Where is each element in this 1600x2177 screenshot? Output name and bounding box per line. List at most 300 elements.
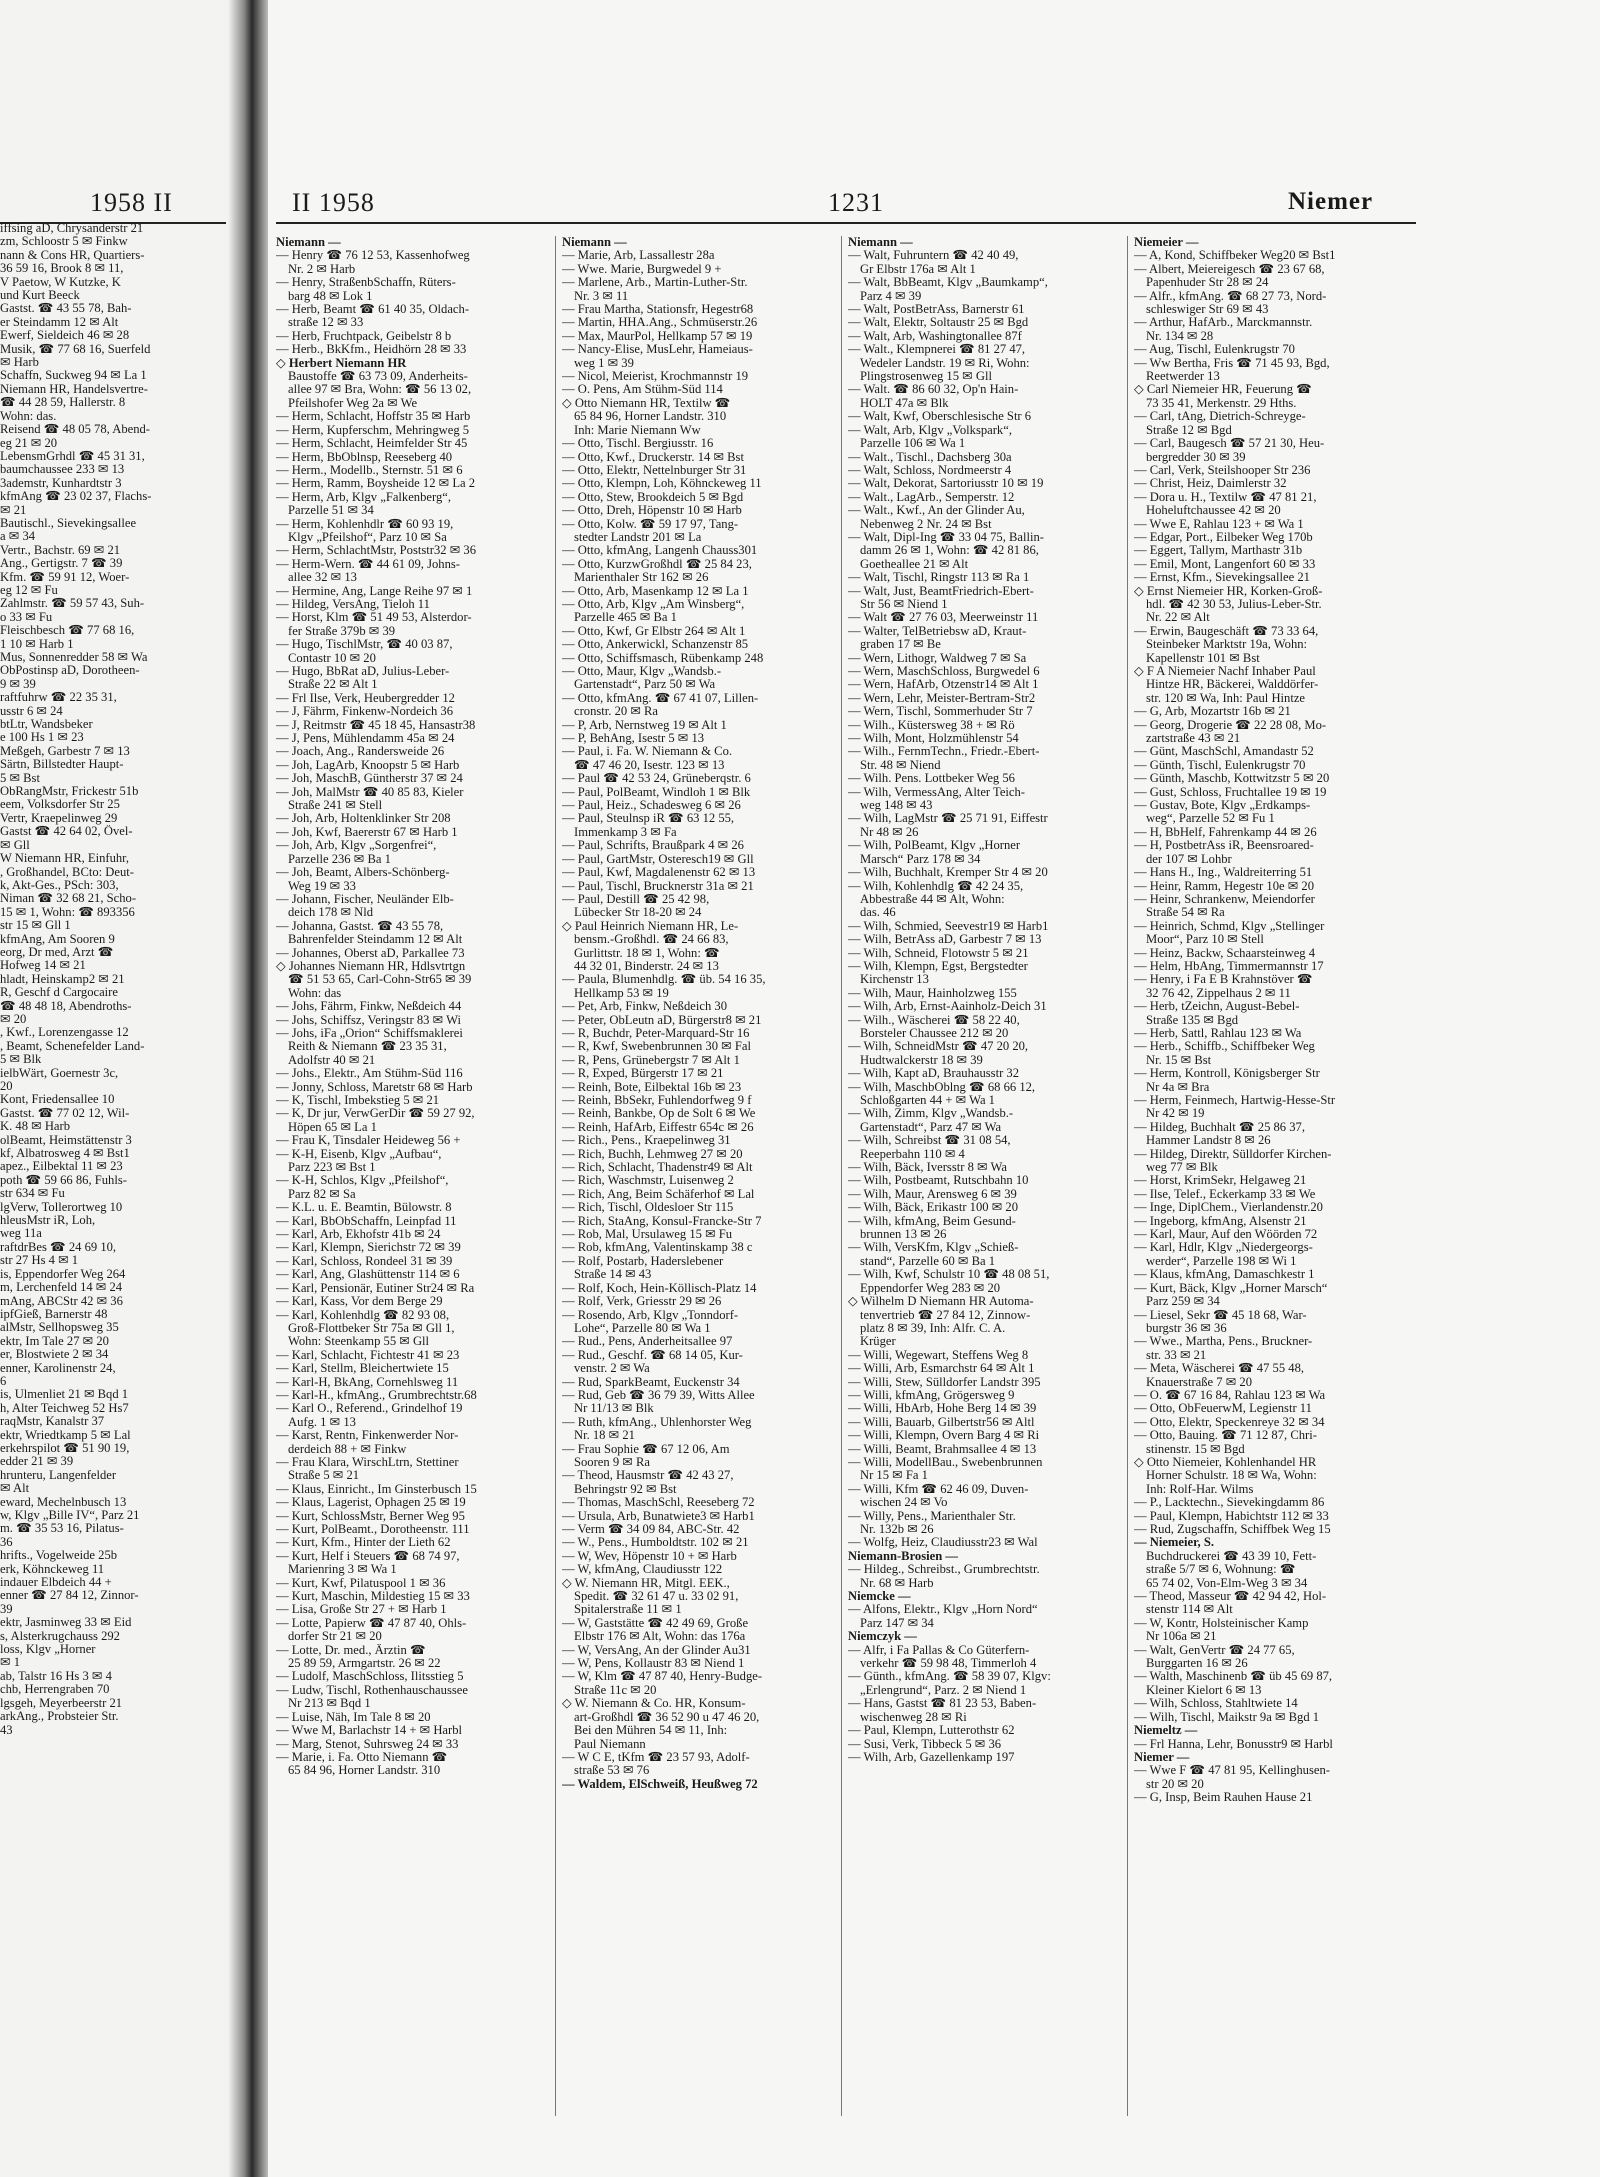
directory-entry-line: — Otto, Kwf., Druckerstr. 14 ✉ Bst bbox=[562, 450, 744, 464]
directory-entry-line: ✉ 20 bbox=[0, 1012, 27, 1026]
directory-entry-line: Marienthaler Str 162 ✉ 26 bbox=[574, 571, 709, 585]
directory-entry-line: Wohn: das. bbox=[0, 409, 57, 423]
directory-entry-line: erkehrspilot ☎ 51 90 19, bbox=[0, 1441, 130, 1455]
directory-entry-line: ☎ 44 28 59, Hallerstr. 8 bbox=[0, 396, 126, 410]
directory-entry-line: — Willy, Pens., Marienthaler Str. bbox=[848, 1509, 1016, 1523]
directory-entry-line: ☎ 47 46 20, Isestr. 123 ✉ 13 bbox=[574, 758, 725, 772]
directory-entry-line: — Klaus, Lagerist, Ophagen 25 ✉ 19 bbox=[276, 1496, 466, 1510]
directory-entry-line: — Walt, Arb, Washingtonallee 87f bbox=[848, 329, 1022, 343]
directory-entry-line: — Rud., Geschf. ☎ 68 14 05, Kur- bbox=[562, 1348, 743, 1362]
directory-entry-line: — Willi, Arb, Esmarchstr 64 ✉ Alt 1 bbox=[848, 1362, 1035, 1376]
directory-entry-line: — Paul, Schrifts, Braußpark 4 ✉ 26 bbox=[562, 839, 744, 853]
directory-entry-line: — J, Pens, Mühlendamm 45a ✉ 24 bbox=[276, 732, 455, 746]
directory-entry-line: Spitalerstraße 11 ✉ 1 bbox=[574, 1603, 682, 1617]
directory-entry-line: weg 1 ✉ 39 bbox=[574, 356, 634, 370]
directory-entry-line: — Wilh, Tischl, Maikstr 9a ✉ Bgd 1 bbox=[1134, 1710, 1320, 1724]
directory-entry-line: — Rud., Pens, Anderheitsallee 97 bbox=[562, 1335, 733, 1349]
page-number: 1231 bbox=[828, 188, 884, 217]
directory-entry-line: Nr 15 ✉ Fa 1 bbox=[860, 1469, 928, 1483]
directory-entry-line: — Wern, HafArb, Otzenstr14 ✉ Alt 1 bbox=[848, 678, 1039, 692]
directory-entry-line: Straße 54 ✉ Ra bbox=[1146, 906, 1225, 920]
directory-entry-line: — Wern, Lehr, Meister-Bertram-Str2 bbox=[848, 691, 1036, 705]
directory-entry-line: Parzelle 236 ✉ Ba 1 bbox=[288, 852, 391, 866]
directory-entry-line: — Ruth, kfmAng., Uhlenhorster Weg bbox=[562, 1415, 752, 1429]
directory-entry-line: — Erwin, Baugeschäft ☎ 73 33 64, bbox=[1134, 624, 1319, 638]
directory-entry-line: ◇ F A Niemeier Nachf Inhaber Paul bbox=[1134, 665, 1316, 678]
right-page-header-left: II 1958 bbox=[292, 188, 375, 217]
directory-entry-line: Bei den Mühren 54 ✉ 11, Inh: bbox=[574, 1724, 728, 1738]
directory-entry-line: — Paul, Klempn, Habichtstr 112 ✉ 33 bbox=[1134, 1509, 1329, 1523]
directory-entry-line: — Walt, Tischl, Ringstr 113 ✉ Ra 1 bbox=[848, 571, 1030, 585]
directory-entry-line: apez., Eilbektal 11 ✉ 23 bbox=[0, 1160, 123, 1174]
directory-entry-line: is, Ulmenliet 21 ✉ Bqd 1 bbox=[0, 1388, 129, 1402]
directory-entry-line: LebensmGrhdl ☎ 45 31 31, bbox=[0, 449, 145, 463]
directory-entry-line: — Marg, Stenot, Suhrsweg 24 ✉ 33 bbox=[276, 1737, 459, 1751]
directory-entry-line: Nr. 18 ✉ 21 bbox=[574, 1429, 635, 1443]
directory-entry-line: edder 21 ✉ 39 bbox=[0, 1455, 74, 1469]
directory-entry-line: stand“, Parzelle 60 ✉ Ba 1 bbox=[860, 1254, 996, 1268]
directory-entry-line: — Edgar, Port., Eilbeker Weg 170b bbox=[1134, 530, 1313, 544]
directory-entry-line: — Otto, Stew, Brookdeich 5 ✉ Bgd bbox=[562, 490, 744, 504]
directory-entry-line: — Paul, i. Fa. W. Niemann & Co. bbox=[562, 745, 733, 759]
directory-entry-line: m, Lerchenfeld 14 ✉ 24 bbox=[0, 1281, 123, 1295]
directory-entry-line: ◇ Johannes Niemann HR, Hdlsvtrtgn bbox=[276, 959, 466, 973]
directory-entry-line: Nr 42 ✉ 19 bbox=[1146, 1107, 1205, 1121]
directory-entry-line: — Henry, i Fa E B Krahnstöver ☎ bbox=[1134, 973, 1313, 987]
directory-entry-line: Groß-Flottbeker Str 75a ✉ Gll 1, bbox=[288, 1321, 455, 1335]
directory-entry-line: Kfm. ☎ 59 91 12, Woer- bbox=[0, 570, 130, 584]
directory-entry-line: Straße 14 ✉ 43 bbox=[574, 1268, 652, 1282]
directory-entry-line: Marsch“ Parz 178 ✉ 34 bbox=[860, 852, 981, 866]
directory-entry-line: str 27 Hs 4 ✉ 1 bbox=[0, 1254, 79, 1268]
directory-entry-line: der 107 ✉ Lohbr bbox=[1146, 852, 1232, 866]
directory-entry-line: raftfuhrw ☎ 22 35 31, bbox=[0, 691, 117, 705]
directory-entry-line: — Frau Martha, Stationsfr, Hegestr68 bbox=[562, 303, 754, 317]
directory-entry-line: ✉ Gll bbox=[0, 838, 30, 852]
directory-entry-line: hleusMstr iR, Loh, bbox=[0, 1214, 96, 1228]
directory-entry-line: 5 ✉ Bst bbox=[0, 771, 40, 785]
directory-entry-line: Gartenstadt“, Parz 50 ✉ Wa bbox=[574, 678, 716, 692]
directory-entry-line: — Ludolf, MaschSchloss, Ilitsstieg 5 bbox=[276, 1670, 464, 1684]
directory-entry-line: — Paul, Tischl, Brucknerstr 31a ✉ 21 bbox=[562, 879, 754, 893]
directory-entry-line: str 15 ✉ Gll 1 bbox=[0, 919, 71, 933]
directory-entry-line: zartstraße 43 ✉ 21 bbox=[1146, 732, 1241, 746]
directory-entry-line: — Wilh, Kapt aD, Brauhausstr 32 bbox=[848, 1067, 1019, 1081]
directory-entry-line: — Karl, Maur, Auf den Wöörden 72 bbox=[1134, 1228, 1318, 1242]
directory-entry-line: — Herm-Wern. ☎ 44 61 09, Johns- bbox=[276, 557, 460, 571]
directory-entry-line: — Albert, Meiereigesch ☎ 23 67 68, bbox=[1134, 262, 1325, 276]
directory-entry-line: — Kurt, Bäck, Klgv „Horner Marsch“ bbox=[1134, 1281, 1328, 1295]
directory-entry-line: verkehr ☎ 59 98 48, Timmerloh 4 bbox=[860, 1657, 1037, 1671]
directory-entry-line: — Willi, Bauarb, Gilbertstr56 ✉ Altl bbox=[848, 1415, 1035, 1429]
directory-entry-line: — Ursula, Arb, Bunatwiete3 ✉ Harb1 bbox=[562, 1509, 755, 1523]
directory-entry-line: — Reinh, HafArb, Eiffestr 654c ✉ 26 bbox=[562, 1120, 754, 1134]
directory-entry-line: ab, Talstr 16 Hs 3 ✉ 4 bbox=[0, 1669, 112, 1683]
directory-entry-line: — Johs, Schiffsz, Veringstr 83 ✉ Wi bbox=[276, 1013, 461, 1027]
directory-entry-line: Lübecker Str 18-20 ✉ 24 bbox=[574, 906, 702, 920]
directory-entry-line: — Reinh, Bote, Eilbektal 16b ✉ 23 bbox=[562, 1080, 742, 1094]
directory-entry-line: Fleischbesch ☎ 77 68 16, bbox=[0, 624, 135, 638]
directory-entry-line: ✉ Harb bbox=[0, 356, 39, 370]
directory-entry-line: — W, Kontr, Holsteinischer Kamp bbox=[1134, 1616, 1309, 1630]
directory-entry-line: — Herb, tZeichn, August-Bebel- bbox=[1134, 1000, 1300, 1014]
directory-entry-line: ◇ W. Niemann HR, Mitgl. EEK., bbox=[562, 1576, 730, 1590]
directory-entry-line: — Wilh, VersKfm, Klgv „Schieß- bbox=[848, 1241, 1019, 1255]
directory-entry-line: — Herm, Schlacht, Heimfelder Str 45 bbox=[276, 437, 468, 451]
directory-entry-line: Plingstrosenweg 15 ✉ Gll bbox=[860, 370, 992, 384]
directory-entry-line: 5 ✉ Blk bbox=[0, 1053, 42, 1067]
directory-entry-line: — Rich, Schlacht, Thadenstr49 ✉ Alt bbox=[562, 1161, 753, 1175]
directory-entry-line: Nr 106a ✉ 21 bbox=[1146, 1630, 1217, 1644]
directory-entry-line: — Wilh., FernmTechn., Friedr.-Ebert- bbox=[848, 745, 1040, 759]
directory-entry-line: — Hugo, TischlMstr, ☎ 40 03 87, bbox=[276, 638, 453, 652]
directory-entry-line: straße 5/7 ✉ 6, Wohnung: ☎ bbox=[1146, 1563, 1296, 1577]
directory-entry-line: — W C E, tKfm ☎ 23 57 93, Adolf- bbox=[562, 1750, 750, 1764]
directory-entry-line: eg 12 ✉ Fu bbox=[0, 583, 58, 597]
directory-entry-line: — Karl, Pensionär, Eutiner Str24 ✉ Ra bbox=[276, 1281, 475, 1295]
directory-entry-line: — Karl, Kass, Vor dem Berge 29 bbox=[276, 1295, 443, 1309]
directory-entry-line: — Joh, MalMstr ☎ 40 85 83, Kieler bbox=[276, 785, 464, 799]
directory-entry-line: Abbestraße 44 ✉ Alt, Wohn: bbox=[860, 892, 1005, 906]
directory-entry-line: ✉ Alt bbox=[0, 1482, 30, 1496]
directory-column-3 bbox=[848, 236, 1120, 1764]
directory-entry-line: — Wilh, SchneidMstr ☎ 47 20 20, bbox=[848, 1040, 1029, 1054]
directory-entry-line: bensm.-Großhdl. ☎ 24 66 83, bbox=[574, 933, 729, 947]
directory-entry-line: Baustoffe ☎ 63 73 09, Anderheits- bbox=[288, 370, 468, 384]
directory-entry-line: — Eggert, Tallym, Marthastr 31b bbox=[1134, 544, 1303, 558]
directory-entry-line: — Johann, Fischer, Neuländer Elb- bbox=[276, 892, 454, 906]
directory-entry-line: Vertr., Bachstr. 69 ✉ 21 bbox=[0, 543, 121, 557]
directory-entry-line: — Helm, HbAng, Timmermannstr 17 bbox=[1134, 959, 1324, 973]
directory-entry-line: Immenkamp 3 ✉ Fa bbox=[574, 825, 677, 839]
directory-entry-line: — P., Lacktechn., Sievekingdamm 86 bbox=[1134, 1496, 1325, 1510]
directory-entry-line: — W, VersAng, An der Glinder Au31 bbox=[562, 1643, 751, 1657]
directory-entry-line: — Walt. ☎ 86 60 32, Op'n Hain- bbox=[848, 383, 1019, 397]
directory-entry-line: — Herm, Kontroll, Königsberger Str bbox=[1134, 1067, 1320, 1081]
directory-entry-line: ektr, Wriedtkamp 5 ✉ Lal bbox=[0, 1428, 131, 1442]
directory-entry-line: Paul Niemann bbox=[574, 1737, 646, 1751]
directory-entry-line: — K, Dr jur, VerwGerDir ☎ 59 27 92, bbox=[276, 1107, 475, 1121]
directory-entry-line: weg 77 ✉ Blk bbox=[1146, 1161, 1218, 1175]
directory-entry-line: Hellkamp 53 ✉ 19 bbox=[574, 986, 669, 1000]
directory-entry-heading: Niemer — bbox=[1134, 1750, 1190, 1764]
directory-entry-line: Wohn: Steenkamp 55 ✉ Gll bbox=[288, 1335, 430, 1349]
directory-entry-line: Niemann HR, Handelsvertre- bbox=[0, 382, 148, 396]
directory-entry-line: — Marie, Arb, Lassallestr 28a bbox=[562, 249, 715, 263]
directory-entry-line: — Herm, Arb, Klgv „Falkenberg“, bbox=[276, 490, 451, 504]
directory-entry-line: — Rich, Tischl, Oldesloer Str 115 bbox=[562, 1201, 734, 1215]
directory-entry-line: — K-H, Schlos, Klgv „Pfeilshof“, bbox=[276, 1174, 449, 1188]
directory-entry-line: eg 21 ✉ 20 bbox=[0, 436, 58, 450]
directory-entry-line: schleswiger Str 69 ✉ 43 bbox=[1146, 303, 1269, 317]
directory-entry-line: 36 bbox=[0, 1535, 13, 1549]
directory-entry-line: — A, Kond, Schiffbeker Weg20 ✉ Bst1 bbox=[1134, 249, 1336, 263]
directory-entry-line: — Willi, Wegewart, Steffens Weg 8 bbox=[848, 1348, 1029, 1362]
directory-entry-line: Höpen 65 ✉ La 1 bbox=[288, 1120, 377, 1134]
directory-entry-line: Pfeilshofer Weg 2a ✉ We bbox=[288, 396, 418, 410]
directory-entry-line: — Walt, Elektr, Soltaustr 25 ✉ Bgd bbox=[848, 316, 1029, 330]
directory-entry-line: alMstr, Sellhopsweg 35 bbox=[0, 1321, 119, 1335]
directory-entry-line: usstr 6 ✉ 24 bbox=[0, 704, 63, 718]
directory-entry-line: hdl. ☎ 42 30 53, Julius-Leber-Str. bbox=[1146, 597, 1322, 611]
directory-entry-line: — Walt, BbBeamt, Klgv „Baumkamp“, bbox=[848, 276, 1048, 290]
directory-entry-line: — Otto, Dreh, Höpenstr 10 ✉ Harb bbox=[562, 504, 742, 518]
directory-entry-line: is, Eppendorfer Weg 264 bbox=[0, 1267, 126, 1281]
directory-entry-line: — Herm, Ramm, Boysheide 12 ✉ La 2 bbox=[276, 477, 476, 491]
directory-entry-line: — Wilh. Pens. Lottbeker Weg 56 bbox=[848, 772, 1015, 786]
directory-entry-line: 65 84 96, Horner Landstr. 310 bbox=[574, 410, 727, 424]
directory-entry-line: — Carl, Baugesch ☎ 57 21 30, Heu- bbox=[1134, 437, 1325, 451]
directory-entry-line: — Joh, Arb, Klgv „Sorgenfrei“, bbox=[276, 839, 437, 853]
directory-entry-line: — Inge, DiplChem., Vierlandenstr.20 bbox=[1134, 1201, 1323, 1215]
directory-entry-line: damm 26 ✉ 1, Wohn: ☎ 42 81 86, bbox=[860, 544, 1039, 558]
directory-entry-line: — Klaus, kfmAng, Damaschkestr 1 bbox=[1134, 1268, 1315, 1282]
directory-entry-line: Parz 147 ✉ 34 bbox=[860, 1616, 934, 1630]
directory-entry-line: — Horst, Klm ☎ 51 49 53, Alsterdor- bbox=[276, 611, 472, 625]
directory-entry-line: — Carl, tAng, Dietrich-Schreyge- bbox=[1134, 410, 1306, 424]
directory-entry-line: — Herb, Sattl, Rahlau 123 ✉ Wa bbox=[1134, 1026, 1302, 1040]
directory-entry-line: — Walt ☎ 27 76 03, Meerweinstr 11 bbox=[848, 611, 1039, 625]
directory-entry-line: Straße 11c ✉ 20 bbox=[574, 1683, 657, 1697]
directory-entry-line: — Walt, Arb, Klgv „Volkspark“, bbox=[848, 423, 1012, 437]
directory-entry-line: zm, Schloostr 5 ✉ Finkw bbox=[0, 235, 128, 249]
directory-entry-line: 1 10 ✉ Harb 1 bbox=[0, 637, 74, 651]
directory-entry-line: — Martin, HHA.Ang., Schmüserstr.26 bbox=[562, 316, 758, 330]
directory-entry-line: — Karl-H, BkAng, Cornehlsweg 11 bbox=[276, 1375, 459, 1389]
directory-entry-line: — Walt, Dekorat, Sartoriusstr 10 ✉ 19 bbox=[848, 477, 1044, 491]
directory-entry-line: Parzelle 465 ✉ Ba 1 bbox=[574, 611, 677, 625]
directory-entry-line: — Verm ☎ 34 09 84, ABC-Str. 42 bbox=[562, 1523, 740, 1536]
directory-entry-line: 65 84 96, Horner Landstr. 310 bbox=[288, 1764, 441, 1778]
directory-entry-line: — Frau K, Tinsdaler Heideweg 56 + bbox=[276, 1134, 461, 1148]
directory-entry-line: Ewerf, Sieldeich 46 ✉ 28 bbox=[0, 329, 130, 343]
directory-entry-line: — Rich, StaAng, Konsul-Francke-Str 7 bbox=[562, 1214, 762, 1228]
directory-entry-line: — K-H, Eisenb, Klgv „Aufbau“, bbox=[276, 1147, 442, 1161]
directory-entry-line: Inh: Marie Niemann Ww bbox=[574, 423, 701, 437]
directory-entry-line: Mus, Sonnenredder 58 ✉ Wa bbox=[0, 651, 148, 664]
directory-entry-line: eem, Volksdorfer Str 25 bbox=[0, 798, 120, 812]
directory-entry-line: Spedit. ☎ 32 61 47 u. 33 02 91, bbox=[574, 1590, 739, 1604]
directory-entry-heading: Niemeltz — bbox=[1134, 1724, 1198, 1738]
directory-entry-line: — Wilh, Kohlenhdlg ☎ 42 24 35, bbox=[848, 879, 1024, 893]
directory-entry-line: arkAng., Probsteier Str. bbox=[0, 1710, 119, 1724]
directory-entry-line: Gastst. ☎ 77 02 12, Wil- bbox=[0, 1106, 130, 1120]
directory-entry-line: — Kurt, PolBeamt., Dorotheenstr. 111 bbox=[276, 1523, 470, 1536]
directory-entry-line: — Rolf, Koch, Hein-Köllisch-Platz 14 bbox=[562, 1281, 757, 1295]
directory-entry-line: — Luise, Näh, Im Tale 8 ✉ 20 bbox=[276, 1710, 431, 1724]
directory-entry-line: venstr. 2 ✉ Wa bbox=[574, 1362, 650, 1376]
directory-entry-line: — Willi, Klempn, Overn Barg 4 ✉ Ri bbox=[848, 1429, 1040, 1443]
directory-entry-line: — Heinz, Backw, Schaarsteinweg 4 bbox=[1134, 946, 1316, 960]
directory-entry-line: — Gust, Schloss, Fruchtallee 19 ✉ 19 bbox=[1134, 785, 1327, 799]
directory-entry-line: — Paul, Steulnsp iR ☎ 63 12 55, bbox=[562, 812, 735, 826]
directory-entry-line: Nr. 3 ✉ 11 bbox=[574, 289, 629, 303]
directory-entry-line: erk, Köhnckeweg 11 bbox=[0, 1562, 105, 1576]
directory-entry-line: — K, Tischl, Imbekstieg 5 ✉ 21 bbox=[276, 1094, 440, 1107]
directory-entry-line: — Heinr, Schrankenw, Meiendorfer bbox=[1134, 892, 1315, 906]
directory-entry-line: — Gustav, Bote, Klgv „Erdkamps- bbox=[1134, 799, 1311, 813]
directory-entry-line: ektr, Im Tale 27 ✉ 20 bbox=[0, 1334, 109, 1348]
directory-entry-line: Nr. 132b ✉ 26 bbox=[860, 1523, 934, 1536]
directory-entry-line: — Otto, Arb, Klgv „Am Winsberg“, bbox=[562, 597, 745, 611]
directory-entry-line: — G, Arb, Mozartstr 16b ✉ 21 bbox=[1134, 705, 1291, 719]
directory-entry-line: 9 ✉ 39 bbox=[0, 677, 36, 691]
directory-entry-line: — Susi, Verk, Tibbeck 5 ✉ 36 bbox=[848, 1737, 1002, 1751]
directory-entry-line: — Wilh, BetrAss aD, Garbestr 7 ✉ 13 bbox=[848, 933, 1042, 947]
directory-entry-line: Sooren 9 ✉ Ra bbox=[574, 1455, 650, 1469]
directory-entry-line: Reisend ☎ 48 05 78, Abend- bbox=[0, 423, 151, 437]
directory-entry-line: — Lotte, Papierw ☎ 47 87 40, Ohls- bbox=[276, 1616, 467, 1630]
directory-entry-line: Steinbeker Marktstr 19a, Wohn: bbox=[1146, 638, 1308, 652]
directory-entry-line: Borsteler Chaussee 212 ✉ 20 bbox=[860, 1026, 1009, 1040]
directory-entry-line: — Karst, Rentn, Finkenwerder Nor- bbox=[276, 1429, 459, 1443]
directory-entry-line: derdeich 88 + ✉ Finkw bbox=[288, 1442, 407, 1456]
directory-entry-line: Meßgeh, Garbestr 7 ✉ 13 bbox=[0, 744, 130, 758]
directory-entry-line: loss, Klgv „Horner bbox=[0, 1643, 96, 1657]
directory-entry-line: Klgv „Pfeilshof“, Parz 10 ✉ Sa bbox=[288, 530, 447, 544]
directory-entry-line: — Wilh, Maur, Arensweg 6 ✉ 39 bbox=[848, 1187, 1017, 1201]
directory-entry-line: — Wilh, MaschbOblng ☎ 68 66 12, bbox=[848, 1080, 1036, 1094]
directory-entry-line: 44 32 01, Binderstr. 24 ✉ 13 bbox=[574, 959, 719, 973]
directory-entry-line: 15 ✉ 1, Wohn: ☎ 893356 bbox=[0, 905, 135, 919]
right-page bbox=[268, 0, 1600, 2177]
directory-entry-line: brunnen 13 ✉ 26 bbox=[860, 1228, 947, 1242]
directory-entry-line: — Wern, MaschSchloss, Burgwedel 6 bbox=[848, 665, 1040, 678]
directory-entry-line: — Reinh, Bankbe, Op de Solt 6 ✉ We bbox=[562, 1107, 756, 1121]
directory-entry-line: Marienring 3 ✉ Wa 1 bbox=[288, 1563, 397, 1577]
directory-entry-line: Kapellenstr 101 ✉ Bst bbox=[1146, 651, 1260, 665]
directory-entry-line: — Aug, Tischl, Eulenkrugstr 70 bbox=[1134, 343, 1295, 357]
directory-entry-line: — O. ☎ 67 16 84, Rahlau 123 ✉ Wa bbox=[1134, 1388, 1326, 1402]
directory-entry-line: — Walt., Kwf., An der Glinder Au, bbox=[848, 504, 1025, 518]
directory-entry-line: Reith & Niemann ☎ 23 35 31, bbox=[288, 1040, 447, 1054]
directory-entry-line: kf, Albatrosweg 4 ✉ Bst1 bbox=[0, 1147, 130, 1161]
directory-entry-line: raftdrBes ☎ 24 69 10, bbox=[0, 1240, 117, 1254]
directory-entry-line: — Otto, Tischl. Bergiusstr. 16 bbox=[562, 437, 714, 451]
directory-entry-line: tenvertrieb ☎ 27 84 12, Zinnow- bbox=[860, 1308, 1031, 1322]
directory-entry-line: Lohe“, Parzelle 80 ✉ Wa 1 bbox=[574, 1321, 711, 1335]
directory-entry-line: Gr Elbstr 176a ✉ Alt 1 bbox=[860, 262, 976, 276]
directory-entry-line: — W, Pens, Kollaustr 83 ✉ Niend 1 bbox=[562, 1657, 745, 1671]
directory-entry-line: Straße 135 ✉ Bgd bbox=[1146, 1013, 1239, 1027]
directory-entry-line: ◇ Otto Niemann HR, Textilw ☎ bbox=[562, 396, 731, 410]
directory-entry-line: 36 59 16, Brook 8 ✉ 11, bbox=[0, 262, 124, 276]
directory-entry-line: — Wwe M, Barlachstr 14 + ✉ Harbl bbox=[276, 1724, 462, 1738]
directory-entry-line: — Ludw, Tischl, Rothenhauschaussee bbox=[276, 1683, 468, 1697]
directory-entry-line: — Jonny, Schloss, Maretstr 68 ✉ Harb bbox=[276, 1080, 473, 1094]
directory-entry-line: — Günt, MaschSchl, Amandastr 52 bbox=[1134, 745, 1314, 759]
directory-entry-line: w, Klgv „Bille IV“, Parz 21 bbox=[0, 1509, 140, 1522]
column-divider bbox=[1127, 236, 1128, 2116]
directory-entry-line: — Otto, Maur, Klgv „Wandsb.- bbox=[562, 665, 722, 678]
left-page bbox=[0, 0, 228, 2177]
directory-entry-line: Gurlittstr. 18 ✉ 1, Wohn: ☎ bbox=[574, 946, 720, 960]
directory-entry-line: 3ademstr, Kunhardtstr 3 bbox=[0, 476, 122, 490]
directory-entry-line: — Wilh, Schloss, Stahltwiete 14 bbox=[1134, 1697, 1298, 1711]
directory-entry-line: — R, Exped, Bürgerstr 17 ✉ 21 bbox=[562, 1067, 724, 1081]
directory-entry-line: — Georg, Drogerie ☎ 22 28 08, Mo- bbox=[1134, 718, 1327, 732]
directory-entry-line: — Wilh., Wäscherei ☎ 58 22 40, bbox=[848, 1013, 1020, 1027]
directory-entry-line: — Rich, Ang, Beim Schäferhof ✉ Lal bbox=[562, 1187, 755, 1201]
directory-entry-line: er Steindamm 12 ✉ Alt bbox=[0, 315, 119, 329]
directory-entry-line: — Herm, Feinmech, Hartwig-Hesse-Str bbox=[1134, 1094, 1336, 1107]
directory-entry-line: — Walt, PostBetrAss, Barnerstr 61 bbox=[848, 303, 1025, 317]
directory-entry-line: 25 89 59, Armgartstr. 26 ✉ 22 bbox=[288, 1657, 441, 1671]
directory-entry-line: — Otto, ObFeuerwM, Legienstr 11 bbox=[1134, 1402, 1312, 1416]
directory-entry-heading: Niemann-Brosien — bbox=[848, 1549, 958, 1563]
directory-entry-line: ◇ Wilhelm D Niemann HR Automa- bbox=[848, 1295, 1034, 1309]
directory-entry-line: graben 17 ✉ Be bbox=[860, 638, 941, 652]
directory-entry-line: — Paul, Klempn, Lutterothstr 62 bbox=[848, 1724, 1015, 1738]
directory-entry-line: — W, Wev, Höpenstr 10 + ✉ Harb bbox=[562, 1549, 737, 1563]
directory-entry-line: kfmAng ☎ 23 02 37, Flachs- bbox=[0, 490, 152, 504]
directory-entry-line: — Otto, Klempn, Loh, Köhnckeweg 11 bbox=[562, 477, 762, 491]
directory-entry-line: — Walt, Fuhruntern ☎ 42 40 49, bbox=[848, 249, 1019, 263]
directory-entry-line: str. 33 ✉ 21 bbox=[1146, 1348, 1207, 1362]
directory-entry-line: — Karl, Ang, Glashüttenstr 114 ✉ 6 bbox=[276, 1268, 460, 1282]
directory-entry-line: , Kwf., Lorenzengasse 12 bbox=[0, 1026, 129, 1040]
directory-entry-line: straße 12 ✉ 33 bbox=[288, 316, 364, 330]
directory-entry-line: V Paetow, W Kutzke, K bbox=[0, 275, 121, 289]
directory-entry-line: — Theod, Hausmstr ☎ 42 43 27, bbox=[562, 1469, 734, 1483]
directory-entry-line: Kirchenstr 13 bbox=[860, 973, 929, 987]
directory-entry-line: — Alfr., kfmAng. ☎ 68 27 73, Nord- bbox=[1134, 289, 1327, 303]
directory-entry-line: Straße 5 ✉ 21 bbox=[288, 1469, 360, 1483]
book-gutter bbox=[228, 0, 268, 2177]
directory-entry-line: — Rob, kfmAng, Valentinskamp 38 c bbox=[562, 1241, 753, 1255]
directory-entry-line: eorg, Dr med, Arzt ☎ bbox=[0, 945, 114, 959]
directory-entry-line: — Herb, Fruchtpack, Geibelstr 8 b bbox=[276, 329, 452, 343]
directory-entry-line: — Paul, GartMstr, Osteresch19 ✉ Gll bbox=[562, 852, 754, 866]
directory-entry-line: — Karl, Schloss, Rondeel 31 ✉ 39 bbox=[276, 1254, 453, 1268]
directory-entry-line: — Joach, Ang., Randersweide 26 bbox=[276, 745, 445, 759]
directory-entry-line: 39 bbox=[0, 1602, 13, 1616]
directory-entry-line: art-Großhdl ☎ 36 52 90 u 47 46 20, bbox=[574, 1710, 760, 1724]
directory-entry-line: — Hans H., Ing., Waldreiterring 51 bbox=[1134, 866, 1313, 880]
directory-entry-line: er, Blostwiete 2 ✉ 34 bbox=[0, 1348, 109, 1362]
directory-entry-line: — Alfons, Elektr., Klgv „Horn Nord“ bbox=[848, 1603, 1038, 1617]
directory-entry-line: stenstr 114 ✉ Alt bbox=[1146, 1603, 1233, 1617]
directory-entry-line: Parz 259 ✉ 34 bbox=[1146, 1295, 1220, 1309]
directory-entry-line: — J, Reitmstr ☎ 45 18 45, Hansastr38 bbox=[276, 718, 476, 732]
directory-entry-line: — Paul ☎ 42 53 24, Grüneberqstr. 6 bbox=[562, 772, 751, 786]
directory-entry-line: 32 76 42, Zippelhaus 2 ✉ 11 bbox=[1146, 986, 1291, 1000]
directory-entry-line: — W, Gaststätte ☎ 42 49 69, Große bbox=[562, 1616, 749, 1630]
directory-entry-line: Knauerstraße 7 ✉ 20 bbox=[1146, 1375, 1253, 1389]
directory-entry-line: — Otto, Elektr, Speckenreye 32 ✉ 34 bbox=[1134, 1415, 1325, 1429]
directory-entry-line: eward, Mechelnbusch 13 bbox=[0, 1495, 127, 1509]
directory-entry-line: — Karl, Arb, Ekhofstr 41b ✉ 24 bbox=[276, 1228, 441, 1242]
directory-entry-line: — Günth, Tischl, Eulenkrugstr 70 bbox=[1134, 758, 1306, 772]
directory-entry-line: — Rud, Zugschaffn, Schiffbek Weg 15 bbox=[1134, 1523, 1331, 1536]
directory-entry-line: weg“, Parzelle 52 ✉ Fu 1 bbox=[1146, 812, 1275, 826]
directory-entry-line: iffsing aD, Chrysanderstr 21 bbox=[0, 222, 144, 235]
directory-entry-line: Särtn, Billstedter Haupt- bbox=[0, 758, 124, 772]
directory-entry-line: — Rich, Waschmstr, Luisenweg 2 bbox=[562, 1174, 734, 1188]
directory-entry-line: Nr 213 ✉ Bqd 1 bbox=[288, 1697, 371, 1711]
directory-entry-line: — Johs, iFa „Orion“ Schiffsmaklerei bbox=[276, 1026, 463, 1040]
directory-entry-line: str. 120 ✉ Wa, Inh: Paul Hintze bbox=[1146, 691, 1306, 705]
directory-entry-line: bergredder 30 ✉ 39 bbox=[1146, 450, 1246, 464]
directory-entry-line: — Emil, Mont, Langenfort 60 ✉ 33 bbox=[1134, 557, 1316, 571]
directory-entry-line: enner, Karolinenstr 24, bbox=[0, 1361, 116, 1375]
directory-entry-line: — Wilh, LagMstr ☎ 25 71 91, Eiffestr bbox=[848, 812, 1048, 826]
directory-entry-line: — Rob, Mal, Ursulaweg 15 ✉ Fu bbox=[562, 1228, 733, 1242]
directory-entry-line: — Christ, Heiz, Daimlerstr 32 bbox=[1134, 477, 1287, 491]
directory-entry-line: Nr. 15 ✉ Bst bbox=[1146, 1053, 1212, 1067]
directory-entry-line: Nr 11/13 ✉ Blk bbox=[574, 1402, 654, 1416]
directory-entry-line: Kont, Friedensallee 10 bbox=[0, 1093, 115, 1107]
